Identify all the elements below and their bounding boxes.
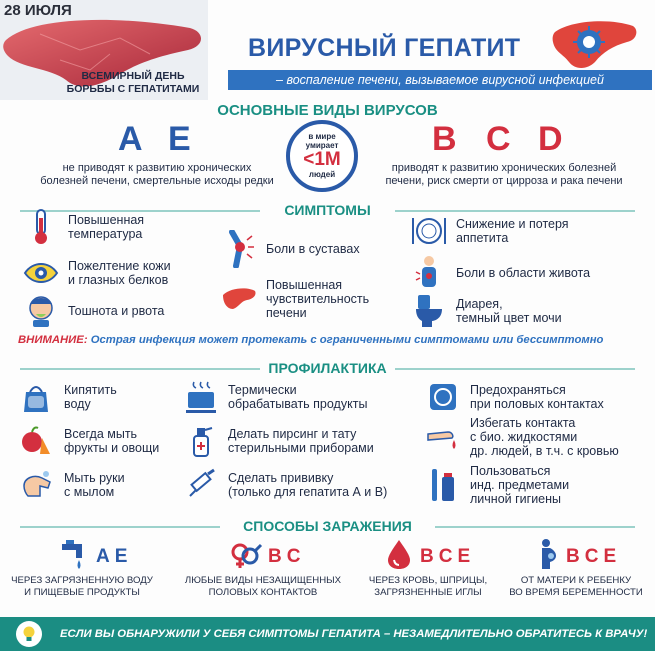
transmission-title: СПОСОБЫ ЗАРАЖЕНИЯ <box>243 518 412 534</box>
liver-icon <box>220 280 258 318</box>
label-line: Сделать прививку <box>228 471 334 485</box>
blood-finger-icon <box>424 418 462 456</box>
symptom-abdominal-pain <box>410 254 590 292</box>
symptom-label: Тошнота и рвота <box>68 304 165 318</box>
prevention-heat-food <box>182 378 367 416</box>
label-line: при половых контактах <box>470 397 604 411</box>
group1-line2: болезней печени, смертельные исходы редки <box>40 175 274 187</box>
label-line: ПОЛОВЫХ КОНТАКТОВ <box>208 587 318 598</box>
symptom-joint-pain <box>220 230 360 268</box>
blood-drop-icon <box>386 538 412 570</box>
label-line: ОТ МАТЕРИ К РЕБЕНКУ <box>520 575 632 586</box>
stomach-pain-icon <box>410 254 448 292</box>
label-line: Мыть руки <box>64 471 125 485</box>
label-line: Повышенная <box>266 278 343 292</box>
symptom-label <box>68 259 171 287</box>
label-line: и глазных белков <box>68 273 169 287</box>
joint-icon <box>220 230 258 268</box>
prevention-label <box>470 464 569 506</box>
label-line: ВО ВРЕМЯ БЕРЕМЕННОСТИ <box>509 587 643 598</box>
label-line: с био. жидкостями <box>470 430 578 444</box>
eye-icon <box>22 254 60 292</box>
spray-icon <box>182 422 220 460</box>
date-label: 28 ИЮЛЯ <box>4 2 72 19</box>
faucet-icon <box>60 538 90 570</box>
world-day-line1: ВСЕМИРНЫЙ ДЕНЬ <box>81 70 185 82</box>
symptom-label: Боли в суставах <box>266 242 360 256</box>
label-line: личной гигиены <box>470 492 562 506</box>
label-line: воду <box>64 397 91 411</box>
virus-letter-c: C <box>486 120 511 158</box>
symptom-label: Боли в области живота <box>456 266 591 280</box>
label-line: ЗАГРЯЗНЕННЫЕ ИГЛЫ <box>374 587 482 598</box>
label-line: Делать пирсинг и тату <box>228 427 357 441</box>
prevention-wash-fruit <box>18 422 159 460</box>
label-line: ЧЕРЕЗ КРОВЬ, ШПРИЦЫ, <box>368 575 488 586</box>
death-badge-line3: людей <box>308 170 336 179</box>
prevention-title: ПРОФИЛАКТИКА <box>268 360 387 376</box>
warning-text: Острая инфекция может протекать с ограниченными симптомами или бессимптомно <box>87 334 604 346</box>
symptom-nausea <box>22 292 164 330</box>
label-line: др. людей, в т.ч. с кровью <box>470 444 619 458</box>
hand-wash-icon <box>18 466 56 504</box>
label-line: с мылом <box>64 485 115 499</box>
symptom-label <box>266 278 369 320</box>
transmission-letters: BCE <box>420 546 476 567</box>
symptom-label <box>456 217 569 245</box>
group1-line1: не приводят к развитию хронических <box>62 162 252 174</box>
header-banner <box>0 0 208 100</box>
label-line: Кипятить <box>64 383 117 397</box>
label-line: (только для гепатита А и В) <box>228 485 388 499</box>
nausea-icon <box>22 292 60 330</box>
virus-letter-e: E <box>168 120 191 158</box>
pot-icon <box>182 378 220 416</box>
transmission-text <box>500 575 652 599</box>
page-title: ВИРУСНЫЙ ГЕПАТИТ <box>248 34 521 62</box>
label-line: И ПИЩЕВЫЕ ПРОДУКТЫ <box>24 587 140 598</box>
group2-line2: печени, риск смерти от цирроза и рака печени <box>385 175 623 187</box>
death-badge-value: <1M <box>303 149 341 170</box>
symptom-liver <box>220 278 369 320</box>
prevention-hygiene <box>424 464 569 506</box>
virus-letter-d: D <box>538 120 563 158</box>
prevention-label <box>228 471 387 499</box>
symptom-jaundice <box>22 254 171 292</box>
label-line: инд. предметами <box>470 478 570 492</box>
toothbrush-icon <box>424 466 462 504</box>
label-line: Снижение и потеря <box>456 217 569 231</box>
death-badge-line1: в мире <box>308 132 336 141</box>
footer-text: ЕСЛИ ВЫ ОБНАРУЖИЛИ У СЕБЯ СИМПТОМЫ ГЕПАТИТА – НЕЗАМЕДЛИТЕЛЬНО ОБРАТИТЕСЬ К ВРАЧУ! <box>60 628 648 640</box>
label-line: Пожелтение кожи <box>68 259 171 273</box>
kettle-icon <box>18 378 56 416</box>
virus-letter-a: A <box>118 120 143 158</box>
subtitle-bar: – воспаление печени, вызываемое вирусной инфекцией <box>228 70 652 90</box>
group2-description <box>366 162 642 188</box>
label-line: Пользоваться <box>470 464 551 478</box>
group1-description <box>28 162 286 188</box>
thermometer-icon <box>22 208 60 246</box>
prevention-wash-hands <box>18 466 125 504</box>
symptom-label <box>456 297 562 325</box>
label-line: ЧЕРЕЗ ЗАГРЯЗНЕННУЮ ВОДУ <box>11 575 153 586</box>
transmission-letters: BCE <box>566 546 622 567</box>
prevention-label <box>228 383 367 411</box>
prevention-boil-water <box>18 378 117 416</box>
prevention-label <box>228 427 374 455</box>
transmission-text <box>356 575 500 599</box>
transmission-letters: AE <box>96 546 133 567</box>
label-line: температура <box>68 227 143 241</box>
transmission-text <box>168 575 358 599</box>
syringe-icon <box>182 466 220 504</box>
label-line: Всегда мыть <box>64 427 138 441</box>
label-line: фрукты и овощи <box>64 441 160 455</box>
virus-letter-b: B <box>432 120 457 158</box>
plate-icon <box>410 212 448 250</box>
prevention-protection <box>424 378 604 416</box>
pregnancy-icon <box>536 538 560 570</box>
prevention-vaccine <box>182 466 387 504</box>
label-line: ЛЮБЫЕ ВИДЫ НЕЗАЩИЩЕННЫХ <box>184 575 342 586</box>
label-line: Избегать контакта <box>470 416 576 430</box>
virus-types-title: ОСНОВНЫЕ ВИДЫ ВИРУСОВ <box>217 102 438 119</box>
footer-bar <box>0 617 655 651</box>
prevention-label <box>64 471 125 499</box>
label-line: стерильными приборами <box>228 441 374 455</box>
symptom-diarrhea <box>410 292 562 330</box>
symptoms-title: СИМПТОМЫ <box>284 202 371 218</box>
prevention-label <box>64 383 117 411</box>
lightbulb-icon <box>16 621 42 647</box>
prevention-avoid-fluids <box>424 416 619 458</box>
prevention-label <box>470 383 604 411</box>
prevention-label <box>470 416 619 458</box>
symptom-label <box>68 213 144 241</box>
label-line: Термически <box>228 383 297 397</box>
label-line: темный цвет мочи <box>456 311 562 325</box>
label-line: обрабатывать продукты <box>228 397 368 411</box>
transmission-text <box>4 575 160 599</box>
label-line: Диарея, <box>456 297 503 311</box>
world-day-label <box>58 70 208 96</box>
group2-line1: приводят к развитию хронических болезней <box>391 162 617 174</box>
label-line: Предохраняться <box>470 383 566 397</box>
liver-virus-icon <box>551 18 639 72</box>
label-line: Повышенная <box>68 213 145 227</box>
condom-icon <box>424 378 462 416</box>
gender-icon <box>228 540 264 570</box>
fruit-icon <box>18 422 56 460</box>
death-badge-line2: умирает <box>305 141 339 150</box>
death-badge <box>286 120 358 192</box>
transmission-letters: BC <box>268 546 306 567</box>
prevention-label <box>64 427 159 455</box>
label-line: печени <box>266 306 307 320</box>
label-line: аппетита <box>456 231 509 245</box>
prevention-sterile-tools <box>182 422 374 460</box>
label-line: чувствительность <box>266 292 370 306</box>
symptom-fever <box>22 208 144 246</box>
warning-note <box>18 334 603 346</box>
warning-prefix: ВНИМАНИЕ: <box>18 334 88 346</box>
symptom-appetite <box>410 212 569 250</box>
world-day-line2: БОРЬБЫ С ГЕПАТИТАМИ <box>66 83 200 95</box>
toilet-icon <box>410 292 448 330</box>
